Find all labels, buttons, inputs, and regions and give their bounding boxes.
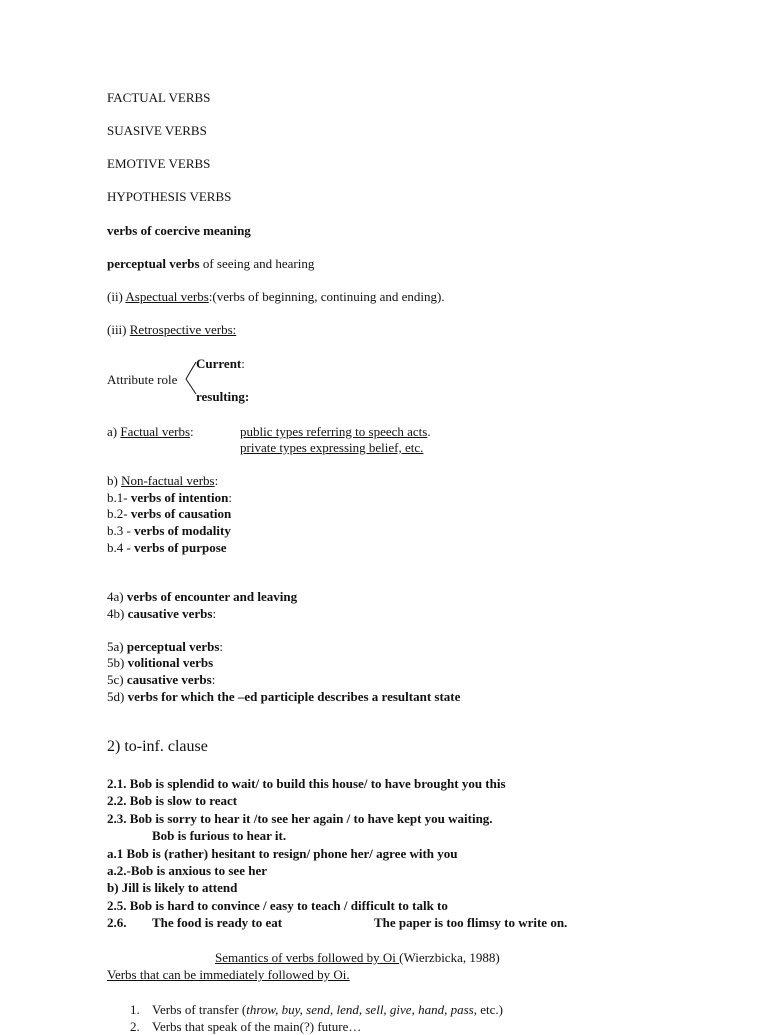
example-line: The food is ready to eat (152, 915, 283, 930)
attribute-role-label: Attribute role (107, 372, 178, 387)
list-item (107, 689, 460, 705)
factual-public-types (240, 424, 431, 440)
aspectual-num: (ii) (107, 289, 126, 304)
heading-factual-verbs: FACTUAL VERBS (107, 90, 211, 105)
item-num: 5a) (107, 639, 127, 654)
factual-label: Factual verbs (120, 424, 191, 439)
example-line: a.2.-Bob is anxious to see her (107, 863, 267, 878)
list-num: 2. (130, 1019, 140, 1034)
attribute-current (196, 356, 245, 372)
list-item (107, 589, 297, 605)
attribute-current-label: Current (196, 356, 242, 371)
attribute-resulting: resulting: (196, 389, 250, 404)
nonfactual-prefix: b) (107, 473, 122, 488)
item-num: 5d) (107, 689, 128, 704)
item-bold: verbs of intention (130, 490, 229, 505)
item-rest: : (219, 639, 224, 654)
coercive-verbs-line: verbs of coercive meaning (107, 223, 251, 238)
aspectual-label: Aspectual verbs (125, 289, 209, 304)
list-item (107, 523, 231, 539)
list-item (107, 655, 213, 671)
example-line: 2.3. Bob is sorry to hear it /to see her again / to have kept you waiting. (107, 811, 493, 826)
list-item (107, 672, 215, 688)
section-title: 2) to-inf. clause (107, 738, 208, 755)
semantics-cite: (Wierzbicka, 1988) (399, 950, 500, 965)
item-bold: verbs of causation (130, 506, 232, 521)
item-bold: verbs of modality (134, 523, 231, 538)
nonfactual-verbs-line (107, 473, 218, 489)
item-bold: causative verbs (126, 672, 212, 687)
item-bold: perceptual verbs (126, 639, 220, 654)
item-num: b.3 - (107, 523, 135, 538)
retrospective-num: (iii) (107, 322, 130, 337)
item-bold: verbs of encounter and leaving (126, 589, 298, 604)
item-rest: : (212, 606, 217, 621)
semantics-title: Semantics of verbs followed by Oi (215, 950, 400, 965)
list-item (107, 606, 216, 622)
aspectual-verbs-line (107, 289, 445, 305)
list-item (107, 639, 223, 655)
list-italic: throw, buy, send, lend, sell, give, hand, pass (246, 1002, 474, 1017)
item-num: b.4 - (107, 540, 135, 555)
nonfactual-colon: : (214, 473, 219, 488)
nonfactual-label: Non-factual verbs (121, 473, 215, 488)
heading-emotive-verbs: EMOTIVE VERBS (107, 156, 211, 171)
list-num: 1. (130, 1002, 140, 1017)
example-line: b) Jill is likely to attend (107, 880, 238, 895)
example-line: 2.1. Bob is splendid to wait/ to build this house/ to have brought you this (107, 776, 506, 791)
example-line: a.1 Bob is (rather) hesitant to resign/ phone her/ agree with you (107, 846, 458, 861)
list-item (152, 1002, 503, 1018)
retrospective-label: Retrospective verbs: (129, 322, 237, 337)
factual-public-text: public types referring to speech acts (240, 424, 428, 439)
item-bold: verbs of purpose (134, 540, 227, 555)
item-num: 4b) (107, 606, 128, 621)
heading-suasive-verbs: SUASIVE VERBS (107, 123, 207, 138)
heading-hypothesis-verbs: HYPOTHESIS VERBS (107, 189, 232, 204)
factual-verbs-line (107, 424, 194, 440)
factual-public-end: . (427, 424, 431, 439)
example-line: The paper is too flimsy to write on. (374, 915, 568, 930)
factual-private-types: private types expressing belief, etc. (240, 440, 424, 455)
semantics-subtitle: Verbs that can be immediately followed by Oi. (107, 967, 350, 982)
item-rest: : (228, 490, 232, 505)
example-line: 2.5. Bob is hard to convince / easy to teach / difficult to talk to (107, 898, 448, 913)
factual-prefix: a) (107, 424, 121, 439)
item-bold: verbs for which the –ed participle describes a resultant state (127, 689, 461, 704)
list-lead: Verbs of transfer ( (152, 1002, 247, 1017)
item-rest: : (211, 672, 216, 687)
perceptual-verbs-line (107, 256, 314, 272)
item-num: b.2- (107, 506, 131, 521)
item-num: 4a) (107, 589, 127, 604)
item-num: 5c) (107, 672, 127, 687)
item-num: b.1- (107, 490, 131, 505)
perceptual-rest: of seeing and hearing (199, 256, 315, 271)
list-tail: , etc.) (473, 1002, 503, 1017)
example-line: Bob is furious to hear it. (152, 828, 287, 843)
factual-colon: : (190, 424, 194, 439)
example-line: 2.2. Bob is slow to react (107, 793, 238, 808)
item-num: 5b) (107, 655, 128, 670)
list-item (107, 506, 231, 522)
aspectual-rest: :(verbs of beginning, continuing and ending). (208, 289, 445, 304)
example-num: 2.6. (107, 915, 127, 930)
list-item: Verbs that speak of the main(?) future… (152, 1019, 362, 1034)
attribute-current-colon: : (241, 356, 245, 371)
list-item (107, 540, 227, 556)
item-bold: causative verbs (127, 606, 213, 621)
retrospective-verbs-line (107, 322, 236, 338)
item-bold: volitional verbs (127, 655, 214, 670)
semantics-title-line (215, 950, 500, 966)
perceptual-label: perceptual verbs (107, 256, 200, 271)
list-item (107, 490, 232, 506)
